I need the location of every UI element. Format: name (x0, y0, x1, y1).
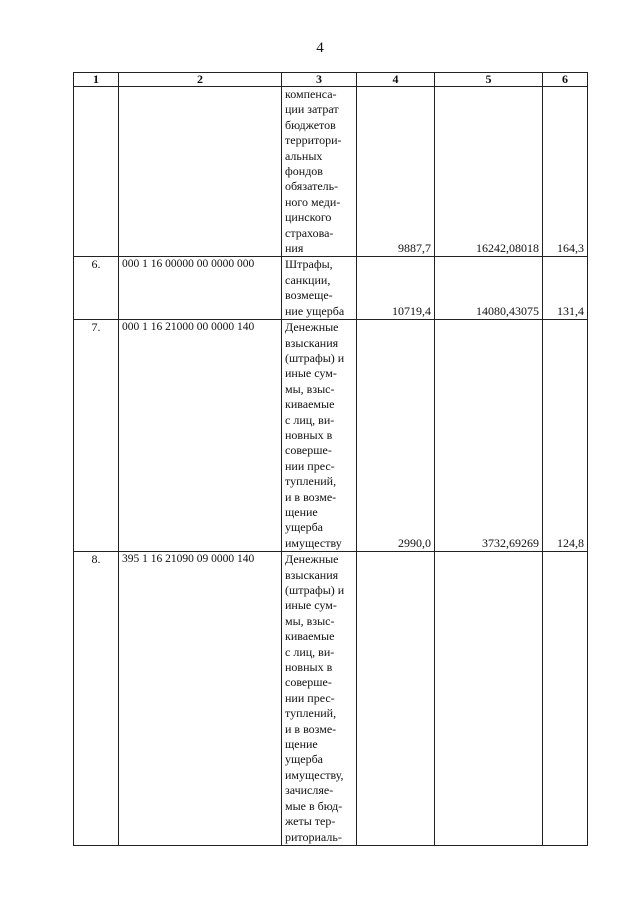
income-name-line: взыскания (285, 335, 339, 350)
plan-value-cell: 9887,7 (357, 87, 435, 257)
income-name-line: жеты тер- (285, 814, 336, 829)
actual-value-cell (435, 552, 543, 846)
income-name-line: цинского (285, 210, 332, 225)
column-header: 2 (119, 73, 282, 87)
header-row (74, 73, 588, 87)
income-name-line: иные сум- (285, 598, 337, 613)
page-number: 4 (316, 40, 324, 56)
plan-value-cell: 2990,0 (357, 320, 435, 552)
income-name-line: ущерба (285, 520, 323, 535)
plan-value-cell: 10719,4 (357, 257, 435, 320)
income-name-line: с лиц, ви- (285, 412, 335, 427)
actual-value-cell: 14080,43075 (435, 257, 543, 320)
income-name-line: щение (285, 504, 318, 519)
income-name-line: возмеще- (285, 288, 333, 303)
column-header: 3 (282, 73, 357, 87)
percent-cell (543, 552, 588, 846)
income-name-cell (282, 552, 357, 846)
income-name-cell (282, 257, 357, 320)
income-name-line: новных в (285, 660, 333, 675)
income-name-line: и в возме- (285, 489, 337, 504)
income-name-line: обязатель- (285, 179, 339, 194)
table-row (74, 87, 588, 257)
income-name-line: киваемые (285, 629, 335, 644)
row-number-cell: 6. (74, 257, 119, 320)
income-name-line: Штрафы, (285, 257, 333, 272)
income-name-line: бюджетов (285, 117, 336, 132)
column-header: 1 (74, 73, 119, 87)
income-name-line: ния (285, 241, 304, 256)
income-name-cell (282, 320, 357, 552)
income-name-line: мы, взыс- (285, 613, 335, 628)
income-name-line: территори- (285, 133, 342, 148)
income-name-line: соверше- (285, 675, 332, 690)
income-name-line: взыскания (285, 567, 339, 582)
income-name-line: мые в бюд- (285, 798, 343, 813)
income-name-line: риториаль- (285, 829, 342, 844)
income-name-line: альных (285, 148, 323, 163)
income-name-line: имуществу, (285, 767, 344, 782)
income-name-line: и в возме- (285, 721, 337, 736)
table-row (74, 320, 588, 552)
row-number-cell: 7. (74, 320, 119, 552)
income-name-line: туплений, (285, 706, 337, 721)
table-row (74, 552, 588, 846)
income-name-line: ции затрат (285, 102, 339, 117)
row-number-cell (74, 87, 119, 257)
income-name-line: страхова- (285, 225, 334, 240)
income-name-line: Денежные (285, 552, 339, 567)
income-name-line: иные сум- (285, 366, 337, 381)
income-name-line: санкции, (285, 272, 331, 287)
column-header: 5 (435, 73, 543, 87)
budget-code-cell: 395 1 16 21090 09 0000 140 (119, 552, 282, 846)
income-name-line: нии прес- (285, 690, 335, 705)
income-name-line: (штрафы) и (285, 583, 345, 597)
income-name-line: зачисляе- (285, 783, 334, 798)
plan-value-cell (357, 552, 435, 846)
table-row (74, 257, 588, 320)
income-name-line: ние ущерба (285, 303, 345, 318)
income-name-line: нии прес- (285, 458, 335, 473)
budget-code-cell (119, 87, 282, 257)
income-name-line: (штрафы) и (285, 350, 345, 365)
column-header: 4 (357, 73, 435, 87)
income-name-line: фондов (285, 164, 323, 179)
income-name-line: ущерба (285, 752, 323, 767)
budget-code-cell: 000 1 16 00000 00 0000 000 (119, 257, 282, 320)
income-name-line: Денежные (285, 320, 339, 335)
actual-value-cell: 3732,69269 (435, 320, 543, 552)
percent-cell: 124,8 (543, 320, 588, 552)
percent-cell: 131,4 (543, 257, 588, 320)
percent-cell: 164,3 (543, 87, 588, 257)
income-name-line: имуществу (285, 535, 342, 550)
income-name-line: с лиц, ви- (285, 644, 335, 659)
income-name-line: мы, взыс- (285, 381, 335, 396)
income-name-line: ного меди- (285, 194, 341, 209)
row-number-cell: 8. (74, 552, 119, 846)
income-name-line: компенса- (285, 87, 337, 101)
actual-value-cell: 16242,08018 (435, 87, 543, 257)
data-table (73, 72, 588, 846)
income-name-line: киваемые (285, 397, 335, 412)
income-name-line: соверше- (285, 443, 332, 458)
column-header: 6 (543, 73, 588, 87)
income-name-cell (282, 87, 357, 257)
income-name-line: новных в (285, 427, 333, 442)
income-name-line: щение (285, 737, 318, 752)
income-name-line: туплений, (285, 474, 337, 489)
budget-code-cell: 000 1 16 21000 00 0000 140 (119, 320, 282, 552)
